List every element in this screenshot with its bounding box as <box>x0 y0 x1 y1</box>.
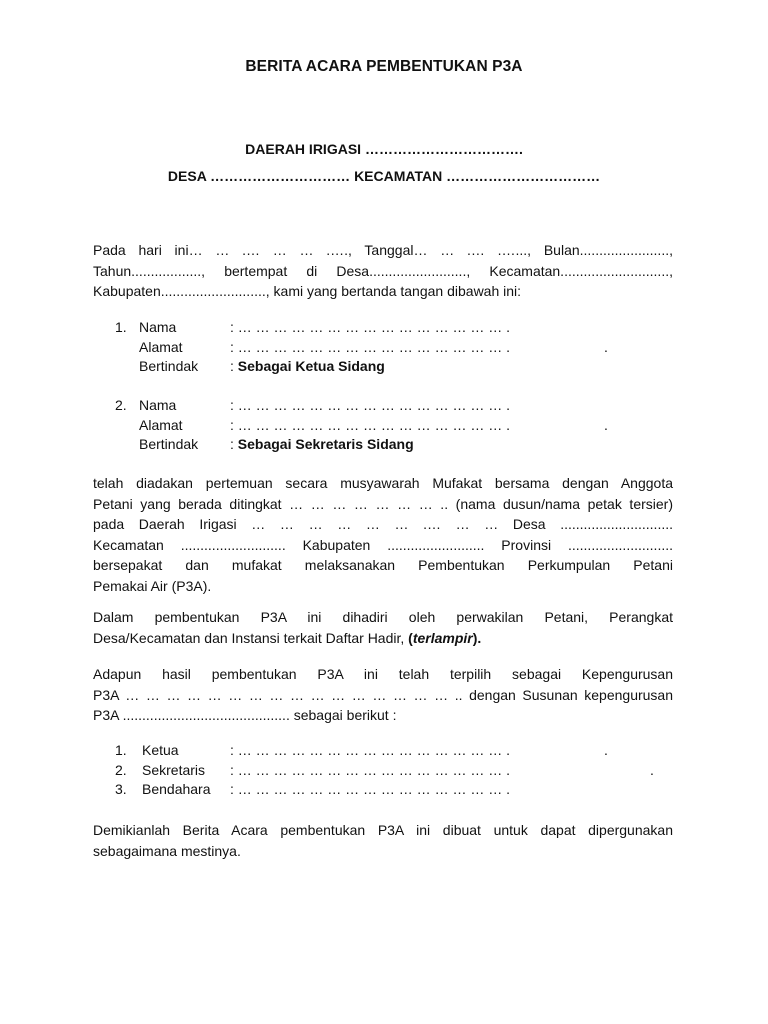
attendance-paragraph <box>93 607 673 648</box>
intro-line-2: Tahun.................., bertempat di Desa........................., Kecamatan............................, <box>93 262 673 279</box>
attached-word: terlampir <box>412 629 473 646</box>
intro-paragraph <box>93 240 673 302</box>
list-number: 2. <box>115 397 127 413</box>
role-label: Bertindak <box>139 358 199 374</box>
document-title: BERITA ACARA PEMBENTUKAN P3A <box>245 58 523 75</box>
officer-row <box>115 741 675 761</box>
role-label: Bertindak <box>139 436 199 452</box>
person-name-row <box>115 318 675 338</box>
village-district-line: DESA ………………………… KECAMATAN …………………………… <box>167 168 601 184</box>
list-number: 2. <box>115 761 127 778</box>
officer-value: : … … … … … … … … … … … … … … … . <box>230 781 511 797</box>
meeting-line-1: telah diadakan pertemuan secara musyawarah Mufakat bersama dengan Anggota <box>93 475 673 491</box>
name-value: : … … … … … … … … … … … … … … … . <box>230 319 511 335</box>
address-value: : … … … … … … … … … … … … … … … . <box>230 416 511 433</box>
irrigation-area-line: DAERAH IRIGASI ……………………………. <box>245 141 523 157</box>
officer-tail: . <box>604 742 608 758</box>
address-value: : … … … … … … … … … … … … … … … . <box>230 338 511 355</box>
person-name-row <box>115 396 675 416</box>
officer-label: Bendahara <box>142 781 211 797</box>
name-value: : … … … … … … … … … … … … … … … . <box>230 397 511 413</box>
role-text: Sebagai Sekretaris Sidang <box>237 436 414 452</box>
address-tail: . <box>604 416 608 433</box>
intro-line-3: Kabupaten..........................., kami yang bertanda tangan dibawah ini: <box>93 283 522 299</box>
name-label: Nama <box>139 319 177 335</box>
close-paren: ). <box>472 629 482 646</box>
attendance-text: Desa/Kecamatan dan Instansi terkait Daftar Hadir, <box>93 629 409 646</box>
meeting-line-3: pada Daerah Irigasi … … … … … … .… … … Desa ............................. <box>93 516 673 532</box>
list-number: 1. <box>115 319 127 335</box>
officer-label: Sekretaris <box>142 761 206 778</box>
chairman-block <box>115 318 675 377</box>
person-role-row <box>115 357 675 377</box>
role-value: : Sebagai Ketua Sidang <box>230 358 385 374</box>
list-number: 1. <box>115 742 127 758</box>
person-address-row <box>115 338 675 358</box>
address-label: Alamat <box>139 416 183 433</box>
result-line-2: P3A … … … … … … … … … … … … … … … … .. dengan Susunan kepengurusan <box>93 686 673 703</box>
attendance-line-1: Dalam pembentukan P3A ini dihadiri oleh perwakilan Petani, Perangkat <box>93 609 673 625</box>
attendance-line-2 <box>93 628 673 649</box>
person-role-row <box>115 435 675 455</box>
officer-value: : … … … … … … … … … … … … … … … . <box>230 761 511 778</box>
address-tail: . <box>604 338 608 355</box>
officer-label: Ketua <box>142 742 179 758</box>
meeting-line-2: Petani yang berada ditingkat … … … … … … … .. (nama dusun/nama petak tersier) <box>93 495 673 512</box>
meeting-line-5: bersepakat dan mufakat melaksanakan Pembentukan Perkumpulan Petani <box>93 557 673 573</box>
closing-paragraph <box>93 820 673 861</box>
secretary-block <box>115 396 675 455</box>
closing-line-1: Demikianlah Berita Acara pembentukan P3A ini dibuat untuk dapat dipergunakan <box>93 822 673 838</box>
role-value: : Sebagai Sekretaris Sidang <box>230 436 414 452</box>
address-label: Alamat <box>139 338 183 355</box>
closing-line-2: sebagaimana mestinya. <box>93 842 241 859</box>
name-label: Nama <box>139 397 177 413</box>
meeting-line-6: Pemakai Air (P3A). <box>93 577 212 594</box>
result-line-3: P3A ........................................... sebagai berikut : <box>93 707 397 723</box>
list-number: 3. <box>115 781 127 797</box>
attachment-note <box>408 630 481 646</box>
role-text: Sebagai Ketua Sidang <box>237 358 385 374</box>
officer-row <box>115 761 675 781</box>
officers-list <box>115 741 675 800</box>
meeting-line-4: Kecamatan ........................... Kabupaten ......................... Provinsi ........................... <box>93 536 673 553</box>
officer-value: : … … … … … … … … … … … … … … … . <box>230 742 511 758</box>
officer-tail: . <box>650 761 654 778</box>
intro-line-1: Pada hari ini… … .… … … .…., Tanggal… … .… .…..., Bulan......................., <box>93 242 673 258</box>
person-address-row <box>115 416 675 436</box>
result-line-1: Adapun hasil pembentukan P3A ini telah terpilih sebagai Kepengurusan <box>93 666 673 682</box>
meeting-paragraph <box>93 473 673 596</box>
result-paragraph <box>93 664 673 726</box>
officer-row <box>115 780 675 800</box>
open-paren: ( <box>408 629 413 646</box>
